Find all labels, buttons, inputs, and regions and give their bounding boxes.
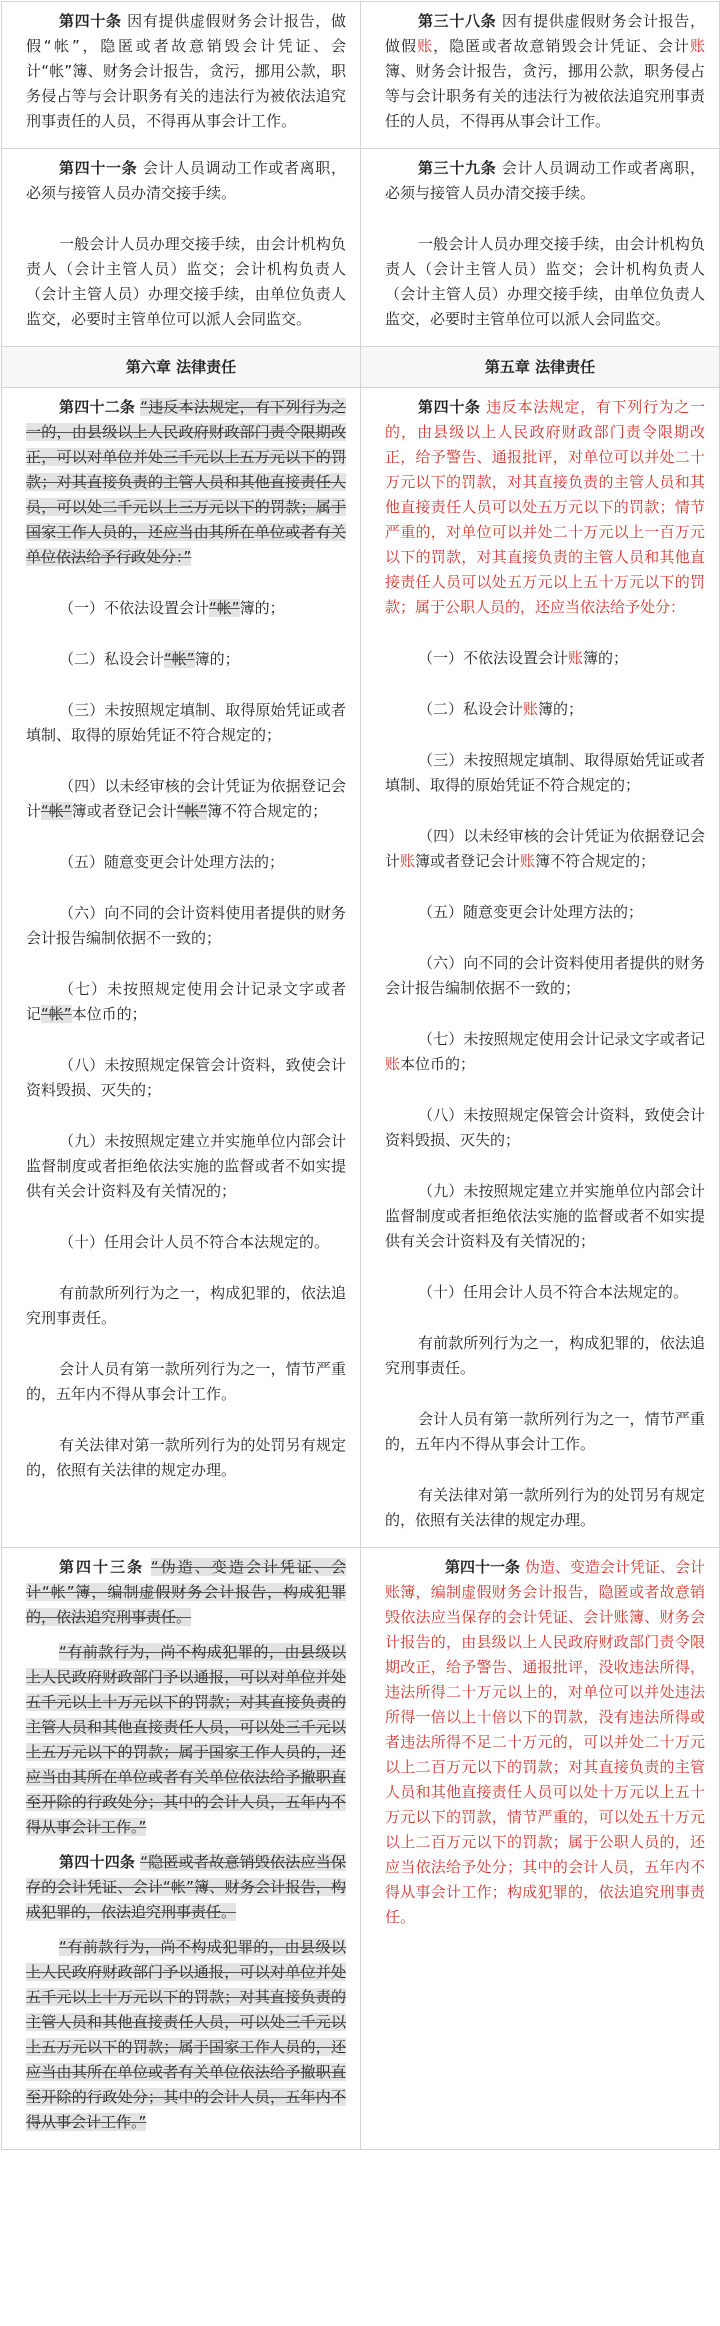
article-paragraph: 有前款所列行为之一，构成犯罪的，依法追究刑事责任。 [385,1334,705,1377]
article-paragraph [26,1935,346,2135]
list-item: （八）未按照规定保管会计资料，致使会计资料毁损、灭失的； [385,1106,705,1149]
list-item: （五）随意变更会计处理方法的； [59,853,285,871]
deleted-character: “帐” [41,1005,72,1023]
deleted-character: “帐” [209,599,240,617]
list-item: （九）未按照规定建立并实施单位内部会计监督制度或者拒绝依法实施的监督或者不如实提供有关会计资料及有关情况的； [385,1182,705,1250]
list-item: （四）以未经审核的会计凭证为依据登记会计“帐”簿或者登记会计“帐”簿不符合规定的； [26,777,346,820]
article-heading: 第四十四条 [59,1853,136,1871]
changed-character: 账 [385,1055,401,1073]
deleted-character: “帐” [176,802,208,820]
list-item: （九）未按照规定建立并实施单位内部会计监督制度或者拒绝依法实施的监督或者不如实提供有关会计资料及有关情况的； [26,1132,346,1200]
deleted-character: “帐” [41,802,72,820]
new-article-39 [385,156,705,206]
old-article-42 [26,395,346,570]
new-article-cell [361,1548,720,2150]
changed-character: 账 [417,37,434,55]
list-item: （四）以未经审核的会计凭证为依据登记会计账簿或者登记会计账簿不符合规定的； [385,827,705,870]
old-article-44 [26,1850,346,1925]
changed-character: 账 [689,37,705,55]
article-heading: 第四十条 [59,12,122,30]
list-item: （十）任用会计人员不符合本法规定的。 [59,1233,330,1251]
list-item: （八）未按照规定保管会计资料，致使会计资料毁损、灭失的； [26,1056,346,1099]
article-paragraph: 有关法律对第一款所列行为的处罚另有规定的，依照有关法律的规定办理。 [26,1436,346,1479]
article-paragraph [26,1640,346,1840]
new-article-cell [361,388,720,1548]
article-paragraph: 一般会计人员办理交接手续，由会计机构负责人（会计主管人员）监交；会计机构负责人（会计主管人员）办理交接手续，由单位负责人监交，必要时主管单位可以派人会同监交。 [385,235,705,328]
new-chapter-heading: 第五章 法律责任 [361,347,720,388]
new-article-cell [361,149,720,347]
deleted-text: “伪造、变造会计凭证、会计“帐”簿，编制虚假财务会计报告，构成犯罪的，依法追究刑事责任。 [26,1558,346,1626]
article-heading: 第四十一条 [445,1558,521,1576]
article-heading: 第四十条 [418,398,481,416]
changed-character: 账 [520,852,536,870]
article-text: 因有提供虚假财务会计报告，做假“帐”，隐匿或者故意销毁会计凭证、会计“帐”簿、财务会计报告，贪污，挪用公款，职务侵占等与会计职务有关的违法行为被依法追究刑事责任的人员，不得再从事会计工作。 [26,12,346,130]
changed-character: 账 [523,700,539,718]
old-article-cell [2,2,361,149]
deleted-text: “隐匿或者故意销毁依法应当保存的会计凭证、会计“帐”簿、财务会计报告，构成犯罪的，依法追究刑事责任。 [26,1853,346,1921]
list-item: （三）未按照规定填制、取得原始凭证或者填制、取得的原始凭证不符合规定的； [26,701,346,744]
list-item: （七）未按照规定使用会计记录文字或者记“帐”本位币的； [26,980,346,1023]
article-heading: 第四十三条 [59,1558,145,1576]
law-comparison-table [1,1,720,2150]
list-item: （一）不依法设置会计“帐”簿的； [59,599,285,617]
old-article-cell [2,1548,361,2150]
article-heading: 第四十二条 [59,398,136,416]
new-article-41 [385,1555,705,1930]
article-heading: 第三十九条 [418,159,497,177]
article-text: 会计人员调动工作或者离职，必须与接管人员办清交接手续。 [26,159,346,202]
list-item: （六）向不同的会计资料使用者提供的财务会计报告编制依据不一致的； [385,954,705,997]
comparison-row [2,1548,720,2150]
comparison-row [2,2,720,149]
deleted-character: “帐” [164,650,195,668]
article-paragraph: 有前款所列行为之一，构成犯罪的，依法追究刑事责任。 [26,1284,346,1327]
article-text: 会计人员调动工作或者离职，必须与接管人员办清交接手续。 [385,159,705,202]
new-article-40 [385,395,705,620]
old-article-cell [2,388,361,1548]
article-text: 簿、财务会计报告，贪污，挪用公款，职务侵占等与会计职务有关的违法行为被依法追究刑事责任的人员，不得再从事会计工作。 [385,62,705,130]
deleted-text: “有前款行为，尚不构成犯罪的，由县级以上人民政府财政部门予以通报，可以对单位并处五千元以上十万元以下的罚款；对其直接负责的主管人员和其他直接责任人员，可以处三千元以上五万元以下的罚款；属于国家工作人员的，还应当由其所在单位或者有关单位依法给予撤职直至开除的行政处分；其中的会计人员，五年内不得从事会计工作。” [26,1938,346,2131]
article-paragraph: 会计人员有第一款所列行为之一，情节严重的，五年内不得从事会计工作。 [385,1410,705,1453]
new-article-38 [385,9,705,134]
changed-character: 账 [568,649,584,667]
new-article-cell [361,2,720,149]
old-chapter-heading: 第六章 法律责任 [2,347,361,388]
old-article-cell [2,149,361,347]
article-paragraph: 一般会计人员办理交接手续，由会计机构负责人（会计主管人员）监交；会计机构负责人（会计主管人员）办理交接手续，由单位负责人监交，必要时主管单位可以派人会同监交。 [26,235,346,328]
list-item: （十）任用会计人员不符合本法规定的。 [418,1283,689,1301]
list-item: （三）未按照规定填制、取得原始凭证或者填制、取得的原始凭证不符合规定的； [385,751,705,794]
article-text: 因有提供虚假财务会计报告，做假 [385,12,705,55]
list-item: （七）未按照规定使用会计记录文字或者记账本位币的； [385,1030,705,1073]
list-item: （五）随意变更会计处理方法的； [418,903,644,921]
deleted-text: “违反本法规定，有下列行为之一的，由县级以上人民政府财政部门责令限期改正，可以对单位并处三千元以上五万元以下的罚款；对其直接负责的主管人员和其他直接责任人员，可以处二千元以上三万元以下的罚款；属于国家工作人员的，还应当由其所在单位或者有关单位依法给予行政处分：” [26,398,346,566]
amended-text: 违反本法规定，有下列行为之一的，由县级以上人民政府财政部门责令限期改正，给予警告、通报批评，对单位可以并处二十万元以下的罚款，对其直接负责的主管人员和其他直接责任人员可以处五万元以下的罚款；情节严重的，对单位可以并处二十万元以上一百万元以下的罚款，对其直接负责的主管人员和其他直接责任人员可以处五万元以上五十万元以下的罚款；属于公职人员的，还应当依法给予处分： [385,398,705,616]
article-paragraph: 会计人员有第一款所列行为之一，情节严重的，五年内不得从事会计工作。 [26,1360,346,1403]
old-article-40 [26,9,346,134]
deleted-text: “有前款行为，尚不构成犯罪的，由县级以上人民政府财政部门予以通报，可以对单位并处五千元以上十万元以下的罚款；对其直接负责的主管人员和其他直接责任人员，可以处三千元以上五万元以下的罚款；属于国家工作人员的，还应当由其所在单位或者有关单位依法给予撤职直至开除的行政处分；其中的会计人员，五年内不得从事会计工作。” [26,1643,346,1836]
comparison-row [2,388,720,1548]
article-paragraph: 有关法律对第一款所列行为的处罚另有规定的，依照有关法律的规定办理。 [385,1486,705,1529]
comparison-row [2,149,720,347]
article-text: ，隐匿或者故意销毁会计凭证、会计 [433,37,690,55]
chapter-row [2,347,720,388]
list-item: （六）向不同的会计资料使用者提供的财务会计报告编制依据不一致的； [26,904,346,947]
old-article-43 [26,1555,346,1630]
article-heading: 第四十一条 [59,159,138,177]
old-article-41 [26,156,346,206]
changed-character: 账 [400,852,416,870]
list-item: （一）不依法设置会计账簿的； [418,649,629,667]
list-item: （二）私设会计账簿的； [418,700,584,718]
list-item: （二）私设会计“帐”簿的； [59,650,240,668]
article-heading: 第三十八条 [418,12,497,30]
amended-text: 伪造、变造会计凭证、会计账簿，编制虚假财务会计报告，隐匿或者故意销毁依法应当保存的会计凭证、会计账簿、财务会计报告的，由县级以上人民政府财政部门责令限期改正，给予警告、通报批评，没收违法所得，违法所得二十万元以上的，对单位可以并处违法所得一倍以上十倍以下的罚款，没有违法所得或者违法所得不足二十万元的，可以并处二十万元以上二百万元以下的罚款；对其直接负责的主管人员和其他直接责任人员可以处十万元以上五十万元以下的罚款，情节严重的，可以处五十万元以上二百万元以下的罚款；属于公职人员的，还应当依法给予处分；其中的会计人员，五年内不得从事会计工作；构成犯罪的，依法追究刑事责任。 [385,1558,705,1926]
